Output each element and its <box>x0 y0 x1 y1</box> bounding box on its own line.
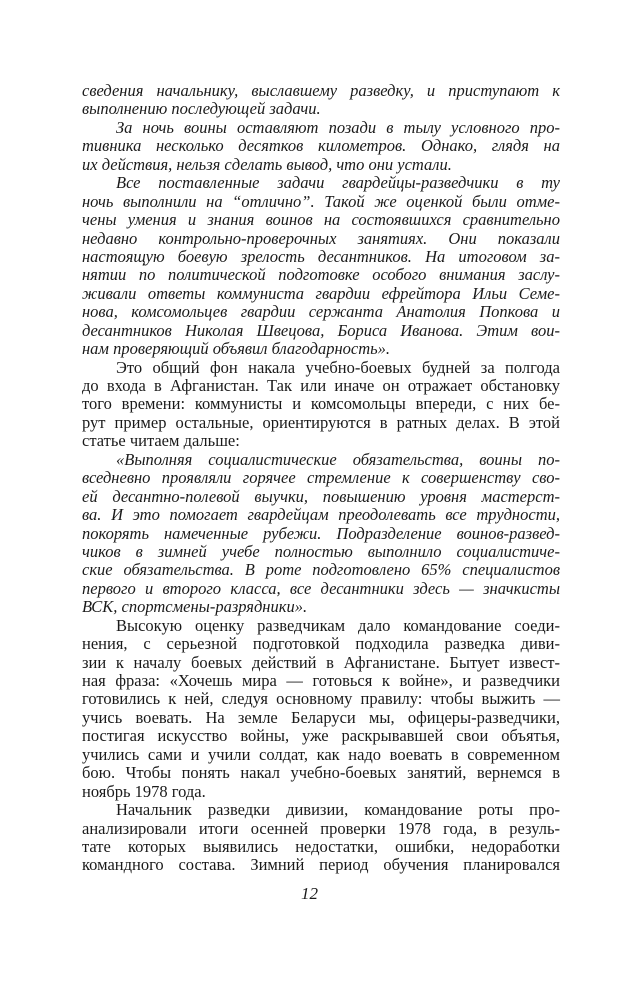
text-line: настоящую боевую зрелость десантников. На итоговом за- <box>82 246 560 266</box>
text-line: бою. Чтобы понять накал учебно-боевых занятий, вернемся в <box>82 763 560 783</box>
page-body-text <box>82 82 560 875</box>
text-line: десантников Николая Швецова, Бориса Иванова. Этим вои- <box>82 320 560 340</box>
text-line: зии к началу боевых действий в Афганистане. Бытует извест- <box>82 652 560 672</box>
text-line: выполнению последующей задачи. <box>82 99 321 119</box>
text-line: ва. И это помогает гвардейцам преодолевать все трудности, <box>82 505 560 525</box>
paragraph <box>82 617 560 801</box>
paragraph <box>82 801 560 875</box>
text-line: нятии по политической подготовке особого внимания заслу- <box>82 265 560 285</box>
text-line: ная фраза: «Хочешь мира — готовься к войне», и разведчики <box>82 671 560 690</box>
text-line: нения, с серьезной подготовкой подходила разведка диви- <box>82 634 560 654</box>
page-number: 12 <box>301 884 318 903</box>
text-line: Начальник разведки дивизии, командование роты про- <box>116 800 560 820</box>
text-line: Все поставленные задачи гвардейцы-разведчики в ту <box>116 173 560 193</box>
text-line: «Выполняя социалистические обязательства, воины по- <box>116 449 560 469</box>
text-line: тате которых выявились недостатки, ошибки, недоработки <box>82 836 560 856</box>
text-line: живали ответы коммуниста гвардии ефрейтора Ильи Семе- <box>82 283 560 303</box>
text-line: чиков в зимней учебе полностью выполнило социалистиче- <box>82 541 560 561</box>
text-line: рут пример остальные, ориентируются в ратных делах. В этой <box>82 412 560 432</box>
text-line: покорять намеченные рубежи. Подразделение воинов-развед- <box>82 523 560 543</box>
paragraph <box>82 451 560 617</box>
text-line: ночь выполнили на “отлично”. Такой же оценкой были отме- <box>82 191 560 211</box>
text-line: чены умения и знания воинов на состоявшихся сравнительно <box>82 210 560 230</box>
text-line: статье читаем дальше: <box>82 431 240 451</box>
text-line: постигая искусство войны, уже раскрывавшей свои объятья, <box>82 726 560 746</box>
text-line: того времени: коммунисты и комсомольцы впереди, с них бе- <box>82 394 560 414</box>
text-line: Это общий фон накала учебно-боевых будней за полгода <box>116 357 560 377</box>
text-line: нова, комсомольцев гвардии сержанта Анатолия Попкова и <box>82 302 560 322</box>
text-line: готовились к ней, следуя основному правилу: чтобы выжить — <box>82 689 560 709</box>
paragraph <box>82 174 560 358</box>
text-line: вседневно проявляли горячее стремление к совершенству сво- <box>82 468 560 488</box>
text-line: недавно контрольно-проверочных занятиях. Они показали <box>82 228 560 248</box>
paragraph <box>82 82 560 119</box>
text-line: ноябрь 1978 года. <box>82 781 206 801</box>
text-line: их действия, нельзя сделать вывод, что они устали. <box>82 154 452 174</box>
paragraph <box>82 119 560 174</box>
text-line: командного состава. Зимний период обучения планировался <box>82 855 560 875</box>
text-line: нам проверяющий объявил благодарность». <box>82 339 391 359</box>
text-line: учились сами и учили солдат, как надо воевать в современном <box>82 744 560 764</box>
text-line: учись воевать. На земле Беларуси мы, офицеры-разведчики, <box>82 707 560 727</box>
paragraph <box>82 359 560 451</box>
text-line: сведения начальнику, выславшему разведку, и приступают к <box>82 81 560 100</box>
text-line: первого и второго класса, все десантники здесь — значкисты <box>82 578 560 598</box>
text-line: Высокую оценку разведчикам дало командование соеди- <box>116 615 560 635</box>
text-line: ей десантно-полевой выучки, повышению уровня мастерст- <box>82 486 560 506</box>
text-line: ВСК, спортсмены-разрядники». <box>82 597 308 617</box>
text-line: ские обязательства. В роте подготовлено 65% специалистов <box>82 560 560 580</box>
text-line: до входа в Афганистан. Так или иначе он отражает обстановку <box>82 376 560 395</box>
text-line: тивника несколько десятков километров. Однако, глядя на <box>82 136 560 156</box>
text-line: За ночь воины оставляют позади в тылу условного про- <box>116 117 560 137</box>
text-line: анализировали итоги осенней проверки 1978 года, в резуль- <box>82 818 560 838</box>
